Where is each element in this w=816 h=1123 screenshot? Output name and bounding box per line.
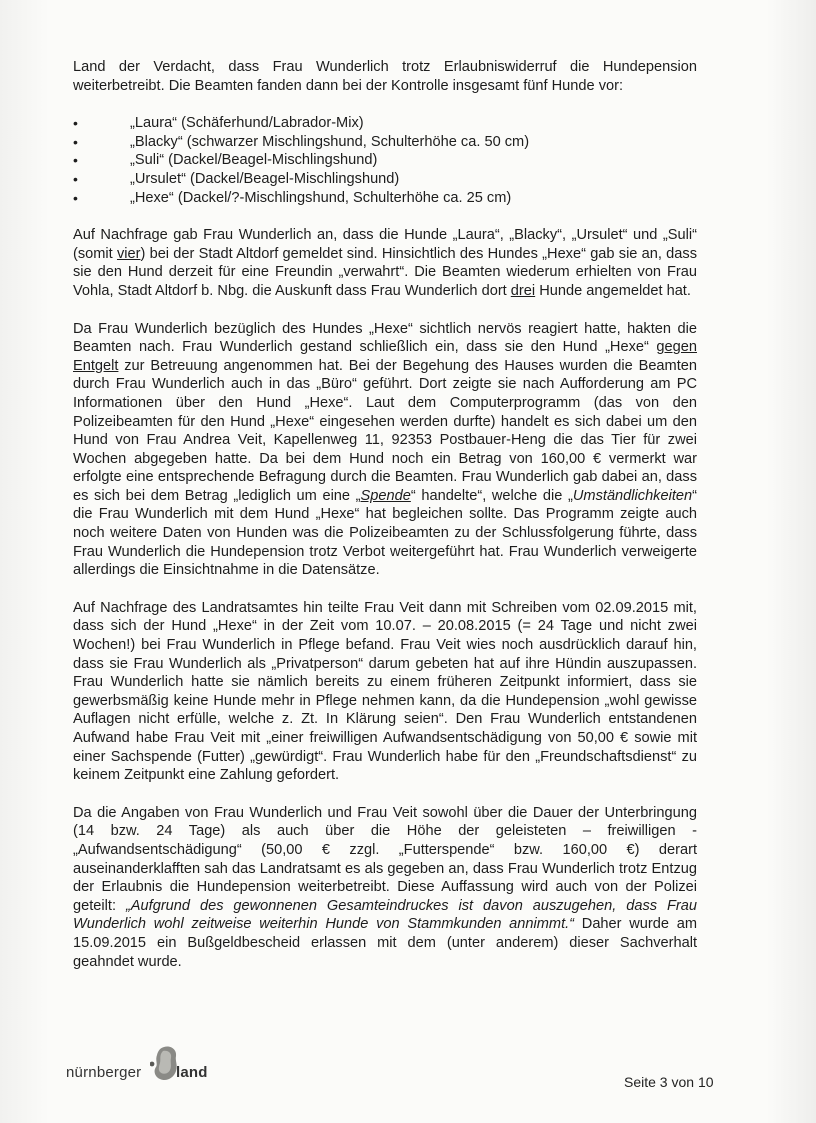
text-run: Da Frau Wunderlich bezüglich des Hundes „Hexe“ sichtlich nervös reagiert hatte, hakten die Beamten nach. Frau Wunderlich gestand schließlich ein, dass sie den Hund „Hexe“ xyxy=(73,320,697,356)
police-quote: „Aufgrund des gewonnenen Gesamteindruckes ist davon auszugehen, dass Frau Wunderlich wohl zeitweise weiterhin Hunde von Stammkunden annimmt.“ xyxy=(73,897,698,933)
paragraph-2 xyxy=(73,226,697,300)
italic-underlined-text: Spende xyxy=(360,487,411,504)
paragraph-1: Land der Verdacht, dass Frau Wunderlich trotz Erlaubniswiderruf die Hundepension weiterbetreibt. Die Beamten fanden dann bei der Kontrolle insgesamt fünf Hunde vor: xyxy=(73,59,697,94)
page-number: Seite 3 von 10 xyxy=(624,1074,714,1090)
logo-text-right: land xyxy=(176,1064,208,1081)
nuernberger-land-logo xyxy=(66,1052,226,1092)
logo-text-left: nürnberger xyxy=(66,1064,142,1081)
paragraph-3 xyxy=(73,320,697,580)
text-run: Daher wurde am 15.09.2015 ein Bußgeldbescheid erlassen mit dem (unter anderem) dieser Sachverhalt geahndet wurde. xyxy=(73,916,698,970)
list-item: • „Blacky“ (schwarzer Mischlingshund, Schulterhöhe ca. 50 cm) xyxy=(73,133,697,152)
dog-list xyxy=(73,114,697,207)
body-text xyxy=(73,58,697,990)
list-item: • „Hexe“ (Dackel/?-Mischlingshund, Schulterhöhe ca. 25 cm) xyxy=(73,189,697,208)
underlined-text: drei xyxy=(510,282,536,299)
text-run: Da die Angaben von Frau Wunderlich und Frau Veit sowohl über die Dauer der Unterbringung (14 bzw. 24 Tage) als auch über die Höhe der geleisteten – freiwilligen - „Aufwandsentschädigung“ (50,00 € zzgl. „Futterspende“ bzw. 160,00 €) derart auseinanderklafften sah das Landratsamt es als gegeben an, dass Frau Wunderlich trotz Entzug der Erlaubnis die Hundepension weiterbetreibt. Diese Auffassung wird auch von der Polizei geteilt: xyxy=(73,804,697,914)
underlined-text: vier xyxy=(116,245,141,262)
paragraph-4: Auf Nachfrage des Landratsamtes hin teilte Frau Veit dann mit Schreiben vom 02.09.2015 mit, dass sich der Hund „Hexe“ in der Zeit vom 10.07. – 20.08.2015 (= 24 Tage und nicht zwei Wochen!) bei Frau Wunderlich in Pflege befand. Frau Veit wies noch ausdrücklich darauf hin, dass sie Frau Wunderlich als „Privatperson“ darum gebeten hat auf ihre Hündin auszupassen. Frau Wunderlich hatte sie nämlich bereits zu einem früheren Zeitpunkt informiert, dass sie gewerbsmäßig keine Hunde mehr in Pflege nehmen kann, da die Hundepension „wohl gewisse Auflagen nicht erfülle, welche z. Zt. In Klärung seien“. Den Frau Wunderlich entstandenen Aufwand habe Frau Veit mit „einer freiwilligen Aufwandsentschädigung von 50,00 € sowie mit einer Sachspende (Futter) „gewürdigt“. Frau Wunderlich habe für den „Freundschaftsdienst“ zu keinem Zeitpunkt eine Zahlung gefordert. xyxy=(73,599,697,784)
text-run: ) bei der Stadt Altdorf gemeldet sind. Hinsichtlich des Hundes „Hexe“ gab sie an, dass sie den Hund derzeit für eine Freundin „verwahrt“. Die Beamten wiederum erhielten von Frau Vohla, Stadt Altdorf b. Nbg. die Auskunft dass Frau Wunderlich dort xyxy=(73,245,698,299)
text-run: Hunde angemeldet hat. xyxy=(535,282,691,299)
paragraph-5 xyxy=(73,804,697,971)
list-item: • „Suli“ (Dackel/Beagel-Mischlingshund) xyxy=(73,151,697,170)
text-run: “ die Frau Wunderlich mit dem Hund „Hexe“ hat begleichen sollte. Das Programm zeigte auch noch weitere Daten von Hunden was die Polizeibeamten zu der Schlussfolgerung führte, dass Frau Wunderlich die Hundepension trotz Verbot weitergeführt hat. Frau Wunderlich verweigerte allerdings die Einsichtnahme in die Datensätze. xyxy=(73,487,698,579)
text-run: zur Betreuung angenommen hat. Bei der Begehung des Hauses wurden die Beamten durch Frau Wunderlich auch in das „Büro“ geführt. Dort zeigte sie nach Aufforderung am PC Informationen über den Hund „Hexe“. Laut dem Computerprogramm (das von den Polizeibeamten für den Hund „Hexe“ eingesehen werden durfte) handelt es sich dabei um den Hund von Frau Andrea Veit, Kapellenweg 11, 92353 Postbauer-Heng die das Tier für zwei Wochen abgegeben hatte. Da bei dem Hund noch ein Betrag von 160,00 € vermerkt war erfolgte eine entsprechende Befragung durch die Beamten. Frau Wunderlich gab dabei an, dass es sich bei dem Betrag „lediglich um eine „ xyxy=(73,357,697,504)
text-run: “ handelte“, welche die „ xyxy=(410,487,573,504)
list-item: • „Ursulet“ (Dackel/Beagel-Mischlingshund) xyxy=(73,170,697,189)
list-item: • „Laura“ (Schäferhund/Labrador-Mix) xyxy=(73,114,697,133)
italic-text: Umständlichkeiten xyxy=(572,487,693,504)
text-run: Auf Nachfrage gab Frau Wunderlich an, dass die Hunde „Laura“, „Blacky“, „Ursulet“ und „Suli“ (somit xyxy=(73,227,697,262)
underlined-text: gegen Entgelt xyxy=(73,339,697,374)
